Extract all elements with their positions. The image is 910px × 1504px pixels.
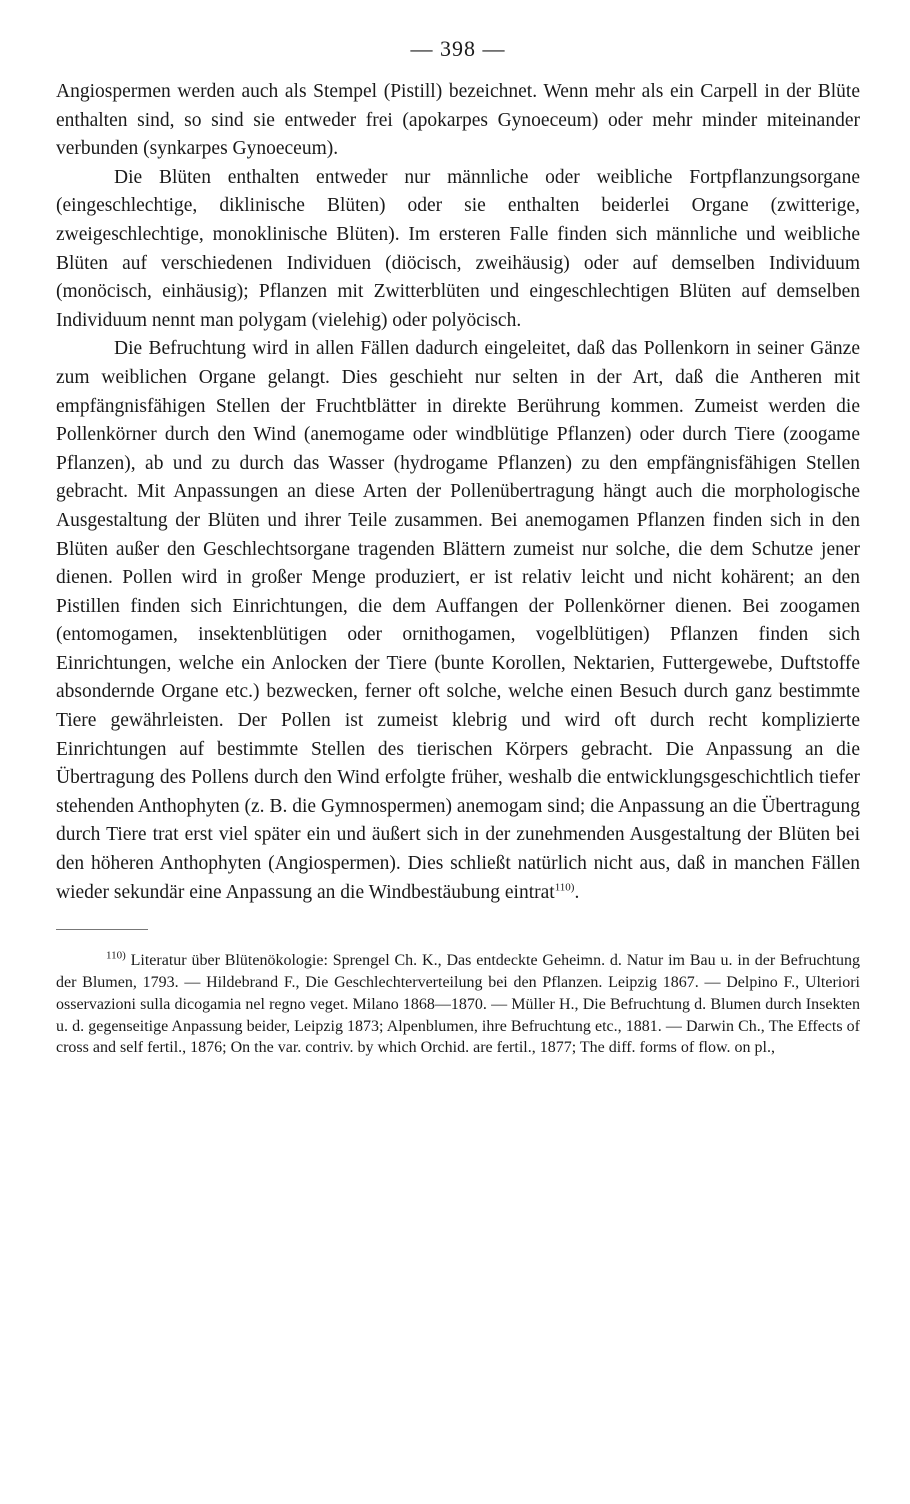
footnote xyxy=(56,950,860,1059)
footnote-reference: 110) xyxy=(554,881,575,894)
footnote-marker: 110) xyxy=(106,949,126,962)
footnote-text: Literatur über Blütenökologie: Sprengel Ch. K., Das entdeckte Geheimn. d. Natur im Bau u. in der Befruchtung der Blumen, 1793. — Hildebrand F., Die Geschlechterverteilung bei den Pflanzen. Leipzig 1867. — Delpino F., Ulteriori osservazioni sulla dicogamia nel regno veget. Milano 1868—1870. — Müller H., Die Befruchtung d. Blumen durch Insekten u. d. gegenseitige Anpassung beider, Leipzig 1873; Alpenblumen, ihre Befruchtung etc., 1881. — Darwin Ch., The Effects of cross and self fertil., 1876; On the var. contriv. by which Orchid. are fertil., 1877; The diff. forms of flow. on pl., xyxy=(56,952,861,1057)
paragraph-3 xyxy=(56,335,860,907)
paragraph-3-text: Die Befruchtung wird in allen Fällen dadurch eingeleitet, daß das Pollenkorn in seiner Gänze zum weiblichen Organe gelangt. Dies geschieht nur selten in der Art, daß die Antheren mit empfängnisfähigen Stellen der Fruchtblätter in direkte Berührung kommen. Zumeist werden die Pollenkörner durch den Wind (anemogame oder windblütige Pflanzen) oder durch Tiere (zoogame Pflanzen), ab und zu durch das Wasser (hydrogame Pflanzen) zu den empfängnisfähigen Stellen gebracht. Mit Anpassungen an diese Arten der Pollenübertragung hängt auch die morphologische Ausgestaltung der Blüten und ihrer Teile zusammen. Bei anemogamen Pflanzen finden sich in den Blüten außer den Geschlechtsorgane tragenden Blättern zumeist nur solche, die dem Schutze jener dienen. Pollen wird in großer Menge produziert, er ist relativ leicht und nicht kohärent; an den Pistillen finden sich Einrichtungen, die dem Auffangen der Pollenkörner dienen. Bei zoogamen (entomogamen, insektenblütigen oder ornithogamen, vogelblütigen) Pflanzen finden sich Einrichtungen, welche ein Anlocken der Tiere (bunte Korollen, Nektarien, Futtergewebe, Duftstoffe absondernde Organe etc.) bezwecken, ferner oft solche, welche einen Besuch durch ganz bestimmte Tiere gewährleisten. Der Pollen ist zumeist klebrig und wird oft durch recht komplizierte Einrichtungen auf bestimmte Stellen des tierischen Körpers gebracht. Die Anpassung an die Übertragung des Pollens durch den Wind erfolgte früher, weshalb die entwicklungsgeschichtlich tiefer stehenden Anthophyten (z. B. die Gymnospermen) anemogam sind; die Anpassung an die Übertragung durch Tiere trat erst viel später ein und äußert sich in der zunehmenden Ausgestaltung der Blüten bei den höheren Anthophyten (Angiospermen). Dies schließt natürlich nicht aus, daß in manchen Fällen wieder sekundär eine Anpassung an die Windbestäubung eintrat xyxy=(56,338,860,903)
paragraph-2: Die Blüten enthalten entweder nur männliche oder weibliche Fortpflanzungsorgane (eingeschlechtige, diklinische Blüten) oder sie enthalten beiderlei Organe (zwitterige, zweigeschlechtige, monoklinische Blüten). Im ersteren Falle finden sich männliche und weibliche Blüten auf verschiedenen Individuen (diöcisch, zweihäusig) oder auf demselben Individuum (monöcisch, einhäusig); Pflanzen mit Zwitterblüten und eingeschlechtigen Blüten auf demselben Individuum nennt man polygam (vielehig) oder polyöcisch. xyxy=(56,166,860,331)
paragraph-3-end: . xyxy=(574,881,580,903)
page-number: — 398 — xyxy=(410,36,506,61)
footnote-separator xyxy=(56,929,148,930)
paragraph-1: Angiospermen werden auch als Stempel (Pistill) bezeichnet. Wenn mehr als ein Carpell in der Blüte enthalten sind, so sind sie entweder frei (apokarpes Gynoeceum) oder mehr minder miteinander verbunden (synkarpes Gynoeceum). xyxy=(56,81,860,160)
